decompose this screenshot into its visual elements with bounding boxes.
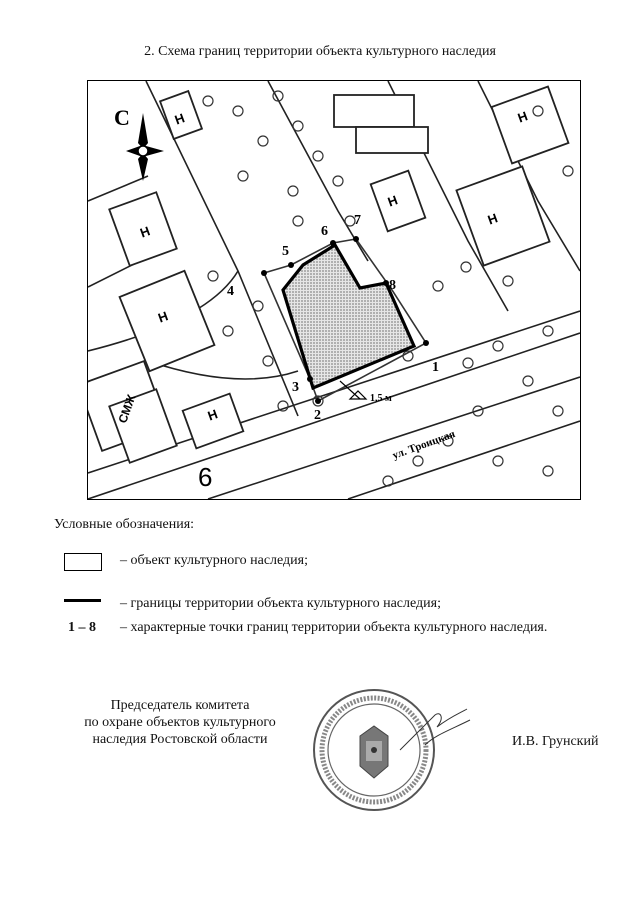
legend-object-text: – объект культурного наследия; (120, 553, 308, 568)
point-label-6: 6 (321, 224, 328, 239)
building-mark: Н (515, 108, 530, 126)
point-5-marker (288, 262, 294, 268)
signatory-name: И.В. Грунский (512, 734, 599, 749)
building-mark: Н (485, 210, 500, 228)
position-line: по охране объектов культурного (84, 715, 276, 730)
north-arrow-icon (114, 105, 164, 181)
corner-marker (261, 270, 267, 276)
legend-points-range: 1 – 8 (68, 620, 96, 635)
north-label: С (114, 105, 130, 130)
street-label: ул. Троицкая (390, 428, 457, 462)
position-line: наследия Ростовской области (92, 732, 268, 747)
site-map (87, 80, 581, 500)
border-swatch (64, 599, 101, 602)
point-1-marker (423, 340, 429, 346)
heritage-object (283, 245, 414, 388)
point-6-marker (330, 240, 336, 246)
building-mark: Н (205, 406, 220, 424)
signature-scribble (395, 705, 475, 760)
building-code: СМЖ (115, 392, 139, 426)
legend-points-text: – характерные точки границ территории объекта культурного наследия. (120, 620, 548, 635)
point-label-1: 1 (432, 360, 439, 375)
point-label-5: 5 (282, 244, 289, 259)
plot-number: 4 (227, 284, 234, 299)
lot-label-6: 6 (198, 462, 213, 492)
point-label-8: 8 (389, 278, 396, 293)
point-7-marker (353, 236, 359, 242)
signatory-position (50, 697, 310, 748)
point-3-marker (307, 376, 313, 382)
scale-note: 1,5 м (370, 393, 392, 404)
building-mark: Н (137, 223, 152, 241)
point-2-marker (315, 398, 321, 404)
legend-heading: Условные обозначения: (54, 517, 195, 532)
point-label-3: 3 (292, 380, 299, 395)
position-line: Председатель комитета (110, 698, 250, 713)
point-label-2: 2 (314, 408, 321, 423)
document-title: 2. Схема границ территории объекта культурного наследия (144, 44, 496, 59)
legend-border-text: – границы территории объекта культурного наследия; (120, 596, 441, 611)
building-mark: Н (172, 110, 187, 128)
object-swatch (64, 553, 102, 571)
building-mark: Н (385, 192, 400, 210)
building-mark: Н (155, 308, 170, 326)
point-label-7: 7 (354, 213, 361, 228)
